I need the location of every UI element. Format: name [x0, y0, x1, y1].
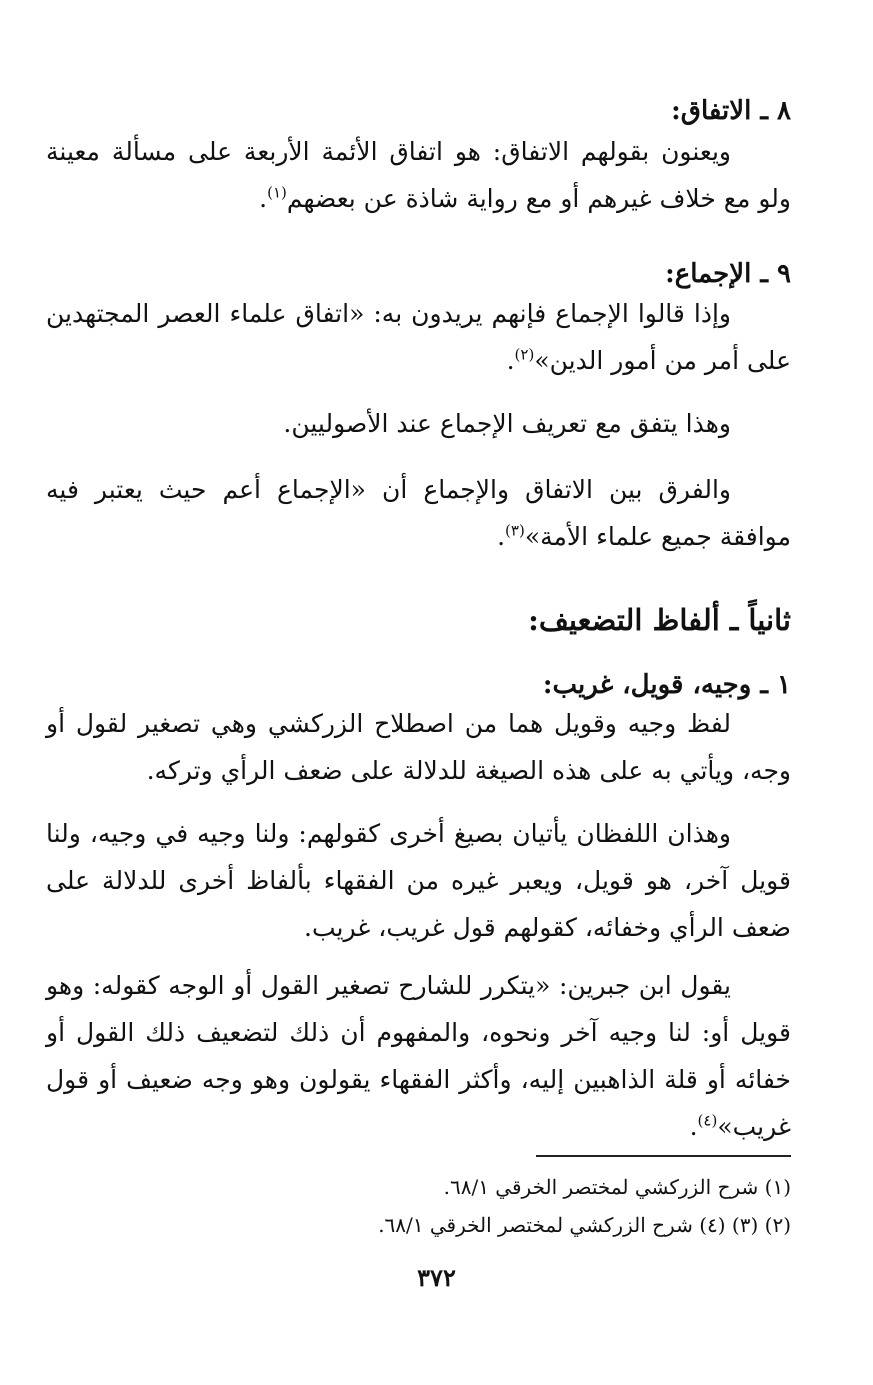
part-title: ثانياً ـ ألفاظ التضعيف:: [528, 603, 791, 637]
footnote-ref-4[interactable]: (٤): [697, 1111, 718, 1130]
paragraph-wujayh-definition: [46, 700, 791, 794]
footnote-ref-1[interactable]: (١): [267, 183, 287, 202]
page-number: ٣٧٢: [417, 1263, 456, 1292]
footnote-separator: [536, 1155, 791, 1157]
section-heading-ittifaq: ٨ ـ الاتفاق:: [671, 96, 791, 126]
paragraph-text: وهذا يتفق مع تعريف الإجماع عند الأصوليين.: [283, 409, 731, 438]
paragraph-tail: .: [506, 346, 515, 375]
section-heading-ijma: ٩ ـ الإجماع:: [665, 259, 791, 289]
subsection-heading-wujayh: ١ ـ وجيه، قويل، غريب:: [542, 670, 791, 700]
paragraph-tail: .: [259, 184, 268, 213]
footnote-ref-3[interactable]: (٣): [505, 521, 525, 540]
footnote-2-3-4: (٢) (٣) (٤) شرح الزركشي لمختصر الخرقي ٦٨/١.: [378, 1213, 791, 1237]
paragraph-wujayh-forms: [46, 810, 791, 951]
paragraph-text: وإذا قالوا الإجماع فإنهم يريدون به: «اتفاق علماء العصر المجتهدين على أمر من أمور الدين»: [46, 299, 791, 375]
paragraph-text: والفرق بين الاتفاق والإجماع أن «الإجماع أعم حيث يعتبر فيه موافقة جميع علماء الأمة»: [46, 475, 791, 551]
paragraph-text: وهذان اللفظان يأتيان بصيغ أخرى كقولهم: ولنا وجيه في وجيه، ولنا قويل آخر، هو قويل، ويعبر غيره من الفقهاء بألفاظ أخرى للدلالة على ضعف الرأي وخفائه، كقولهم قول غريب، غريب.: [46, 819, 791, 942]
paragraph-tail: .: [497, 522, 506, 551]
paragraph-ijma-definition: [46, 290, 791, 384]
paragraph-ijma-usul: [46, 400, 791, 447]
paragraph-text: ويعنون بقولهم الاتفاق: هو اتفاق الأئمة الأربعة على مسألة معينة ولو مع خلاف غيرهم أو مع رواية شاذة عن بعضهم: [46, 137, 791, 213]
paragraph-ijma-difference: [46, 466, 791, 560]
paragraph-ittifaq-definition: [46, 128, 791, 222]
paragraph-text: يقول ابن جبرين: «يتكرر للشارح تصغير القول أو الوجه كقوله: وهو قويل أو: لنا وجيه آخر ونحوه، والمفهوم أن ذلك لتضعيف ذلك القول أو خفائه أو قلة الذاهبين إليه، وأكثر الفقهاء يقولون وهو وجه ضعيف أو قول غريب»: [46, 971, 791, 1141]
paragraph-tail: .: [689, 1112, 698, 1141]
footnote-ref-2[interactable]: (٢): [514, 345, 535, 364]
footnote-1: (١) شرح الزركشي لمختصر الخرقي ٦٨/١.: [443, 1175, 791, 1199]
paragraph-ibn-jibrin-quote: [46, 962, 791, 1150]
paragraph-text: لفظ وجيه وقويل هما من اصطلاح الزركشي وهي تصغير لقول أو وجه، ويأتي به على هذه الصيغة للدلالة على ضعف الرأي وتركه.: [46, 709, 791, 785]
